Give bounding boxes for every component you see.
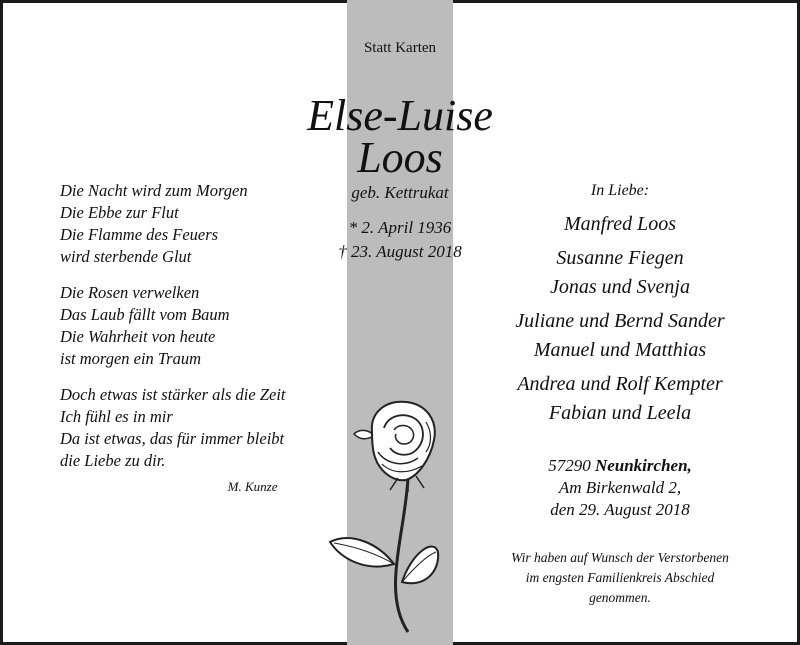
mourners-intro: In Liebe: <box>590 182 650 199</box>
statt-karten-label: Statt Karten <box>363 40 437 56</box>
mourner-name: Manfred Loos <box>563 213 677 235</box>
birth-date: * 2. April 1936 <box>348 218 452 237</box>
notice-date: den 29. August 2018 <box>550 500 690 519</box>
mourner-name: Susanne Fiegen <box>556 247 684 269</box>
mourner-group <box>470 307 770 365</box>
note-line: im engsten Familienkreis Abschied <box>525 570 715 585</box>
note-line: genommen. <box>589 590 651 605</box>
mourners <box>470 180 770 433</box>
mourner-name: Andrea und Rolf Kempter <box>517 373 723 395</box>
mourner-name: Jonas und Svenja <box>550 276 690 298</box>
death-date: † 23. August 2018 <box>338 242 462 261</box>
poem-line: Ich fühl es in mir <box>60 407 173 426</box>
mourner-group <box>470 244 770 302</box>
poem-line: Die Flamme des Feuers <box>60 225 219 244</box>
city: Neunkirchen, <box>594 456 692 475</box>
mourner-group <box>470 210 770 239</box>
mourner-name: Manuel und Matthias <box>533 339 707 361</box>
poem-line: Die Wahrheit von heute <box>60 327 216 346</box>
rose-icon <box>322 392 442 642</box>
poem-line: ist morgen ein Traum <box>60 349 202 368</box>
deceased-birth-name: geb. Kettrukat <box>351 183 449 202</box>
mourner-group <box>470 370 770 428</box>
poem-line: die Liebe zu dir. <box>60 451 166 470</box>
address-city-line <box>470 455 770 477</box>
poem-line: Die Nacht wird zum Morgen <box>60 181 248 200</box>
poem-line: Da ist etwas, das für immer bleibt <box>60 429 285 448</box>
poem-line: Die Rosen verwelken <box>60 283 200 302</box>
deceased-first-names: Else-Luise <box>307 91 493 140</box>
private-funeral-note <box>470 548 770 608</box>
note-line: Wir haben auf Wunsch der Verstorbenen <box>511 550 729 565</box>
poem-line: Doch etwas ist stärker als die Zeit <box>60 385 286 404</box>
mourner-name: Juliane und Bernd Sander <box>515 310 725 332</box>
poem-stanza <box>60 180 286 268</box>
street: Am Birkenwald 2, <box>558 478 682 497</box>
postal-code: 57290 <box>548 456 591 475</box>
poem-line: Die Ebbe zur Flut <box>60 203 179 222</box>
poem-line: Das Laub fällt vom Baum <box>60 305 230 324</box>
poem-line: wird sterbende Glut <box>60 247 192 266</box>
poem-stanza <box>60 282 286 370</box>
poem-author: M. Kunze <box>227 479 278 494</box>
mourner-name: Fabian und Leela <box>548 402 692 424</box>
poem <box>60 180 286 498</box>
deceased-surname: Loos <box>357 133 443 182</box>
poem-stanza <box>60 384 286 472</box>
address <box>470 455 770 521</box>
